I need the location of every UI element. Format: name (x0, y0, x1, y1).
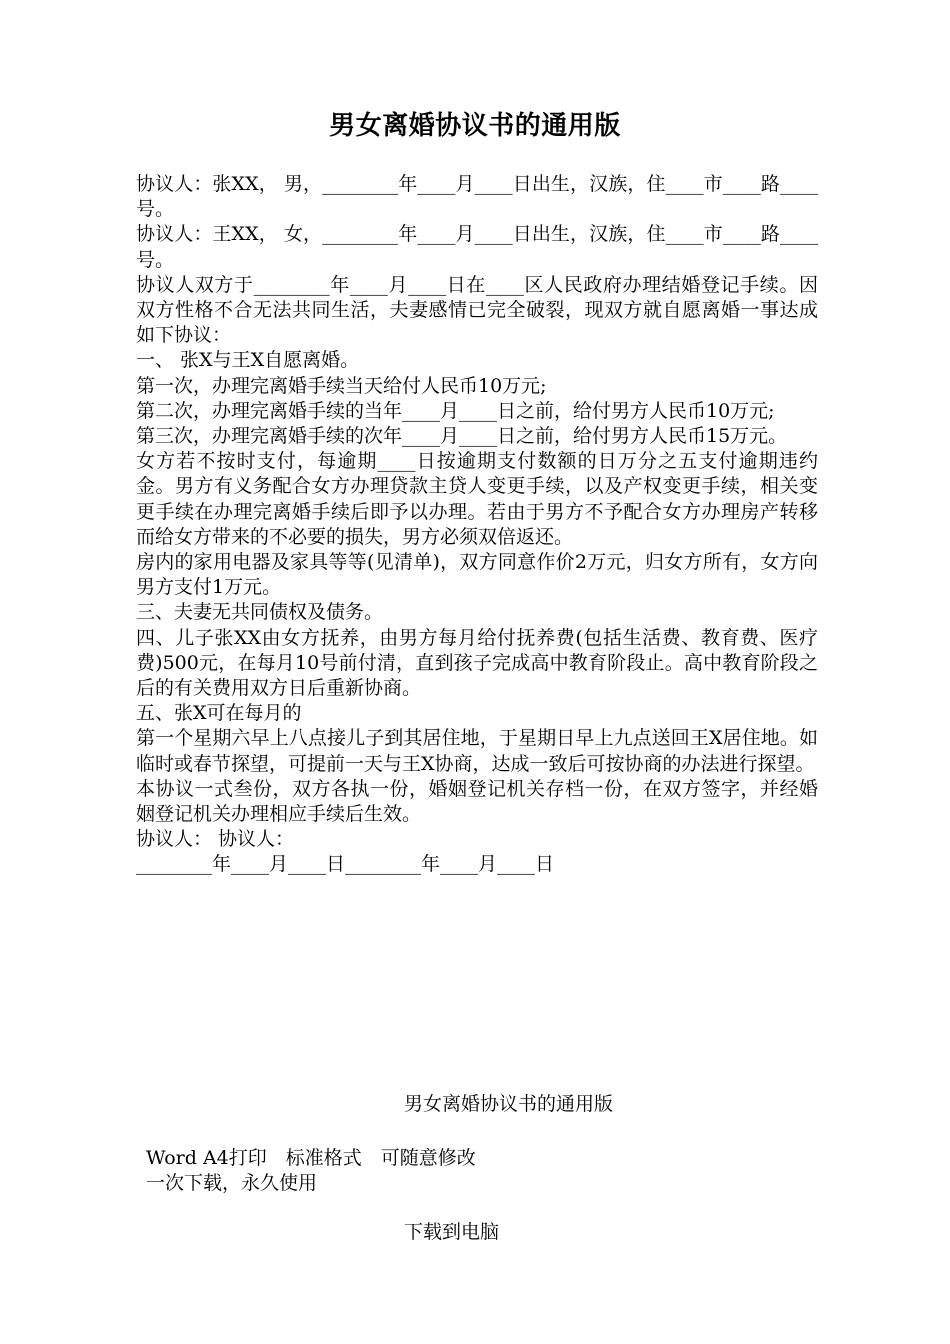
footer-format-info: Word A4打印 标准格式 可随意修改 (146, 1147, 476, 1169)
paragraph-party-b: 协议人：王XX， 女，________年____月____日出生，汉族，住____市____路____号。 (136, 223, 818, 271)
document-title: 男女离婚协议书的通用版 (329, 111, 621, 141)
download-link[interactable]: 下载到电脑 (404, 1221, 500, 1243)
paragraph-payment-2: 第二次，办理完离婚手续的当年____月____日之前，给付男方人民币10万元; (136, 399, 775, 422)
paragraph-dates: ________年____月____日________年____月____日 (136, 853, 555, 876)
paragraph-signatures: 协议人： 协议人： (136, 828, 295, 851)
paragraph-late-penalty: 女方若不按时支付，每逾期____日按逾期支付数额的日万分之五支付逾期违约金。男方有义务配合女方办理贷款主贷人变更手续，以及产权变更手续，相关变更手续在办理完离婚手续后即予以办理。若由于男方不予配合女方办理房产转移而给女方带来的不必要的损失，男方必须双倍返还。 (136, 450, 818, 548)
paragraph-clause-4: 四、儿子张XX由女方抚养，由男方每月给付抚养费(包括生活费、教育费、医疗费)500元，在每月10号前付清，直到孩子完成高中教育阶段止。高中教育阶段之后的有关费用双方日后重新协商。 (136, 626, 818, 700)
footer-title: 男女离婚协议书的通用版 (404, 1093, 614, 1115)
document-body (136, 172, 818, 878)
paragraph-payment-3: 第三次，办理完离婚手续的次年____月____日之前，给付男方人民币15万元。 (136, 425, 788, 448)
paragraph-party-a: 协议人：张XX， 男，________年____月____日出生，汉族，住____市____路____号。 (136, 173, 818, 221)
paragraph-clause-5: 五、张X可在每月的 (136, 702, 302, 725)
paragraph-clause-1: 一、 张X与王X自愿离婚。 (136, 349, 360, 372)
paragraph-copies: 本协议一式叁份，双方各执一份，婚姻登记机关存档一份，在双方签字，并经婚姻登记机关办理相应手续后生效。 (136, 777, 818, 826)
footer-usage-info: 一次下载，永久使用 (146, 1172, 318, 1194)
paragraph-payment-1: 第一次，办理完离婚手续当天给付人民币10万元; (136, 374, 547, 397)
paragraph-visitation: 第一个星期六早上八点接儿子到其居住地，于星期日早上九点送回王X居住地。如临时或春节探望，可提前一天与王X协商，达成一致后可按协商的办法进行探望。 (136, 727, 818, 775)
paragraph-clause-3: 三、夫妻无共同债权及债务。 (136, 601, 384, 624)
paragraph-household-items: 房内的家用电器及家具等等(见清单)，双方同意作价2万元，归女方所有，女方向男方支付1万元。 (136, 551, 818, 599)
paragraph-marriage-info: 协议人双方于________年____月____日在____区人民政府办理结婚登记手续。因双方性格不合无法共同生活，夫妻感情已完全破裂，现双方就自愿离婚一事达成如下协议： (136, 273, 818, 347)
